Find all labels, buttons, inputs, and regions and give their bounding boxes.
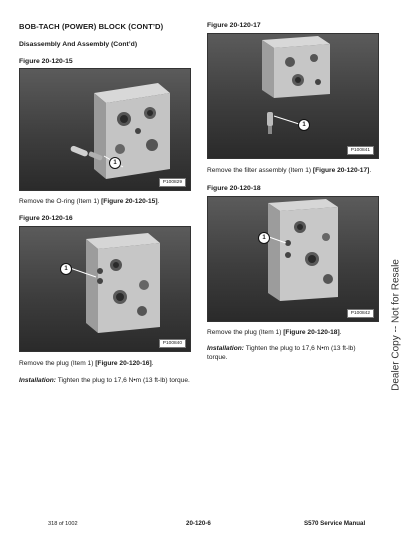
figure-photo-17 [207,33,379,159]
callout-item-1: 1 [298,119,310,131]
manual-title: S570 Service Manual [304,520,366,527]
figure-title-16: Figure 20-120-16 [19,215,73,222]
valve-block-image [208,197,378,321]
valve-block-image [20,227,190,351]
figure-title-17: Figure 20-120-17 [207,22,261,29]
installation-note-16: Installation: Tighten the plug to 17,6 N•m (13 ft-lb) torque. [19,377,190,384]
installation-note-18: Installation: Tighten the plug to 17,6 N•m (13 ft-lb) torque. [207,345,356,361]
subsection-title: Disassembly And Assembly (Cont’d) [19,41,138,48]
dealer-copy-side-note: Dealer Copy -- Not for Resale [390,259,402,391]
page-number: 20-120-6 [186,520,211,527]
callout-item-1: 1 [60,263,72,275]
caption-16: Remove the plug (Item 1) [Figure 20-120-16]. [19,360,154,367]
callout-item-1: 1 [258,232,270,244]
photo-id: P100842 [347,309,374,318]
figure-photo-15 [19,68,191,191]
figure-photo-18 [207,196,379,322]
valve-block-image [20,69,190,190]
caption-18: Remove the plug (Item 1) [Figure 20-120-18]. [207,329,342,336]
photo-id: P100841 [347,146,374,155]
figure-photo-16 [19,226,191,352]
caption-15: Remove the O-ring (Item 1) [Figure 20-120-15]. [19,198,160,205]
photo-id: P100829 [159,178,186,187]
photo-id: P100840 [159,339,186,348]
figure-title-18: Figure 20-120-18 [207,185,261,192]
section-title: BOB-TACH (POWER) BLOCK (CONT’D) [19,22,164,31]
figure-title-15: Figure 20-120-15 [19,58,73,65]
caption-17: Remove the filter assembly (Item 1) [Figure 20-120-17]. [207,167,372,174]
valve-block-image [208,34,378,158]
callout-item-1: 1 [109,157,121,169]
page-count: 318 of 1002 [48,521,78,527]
